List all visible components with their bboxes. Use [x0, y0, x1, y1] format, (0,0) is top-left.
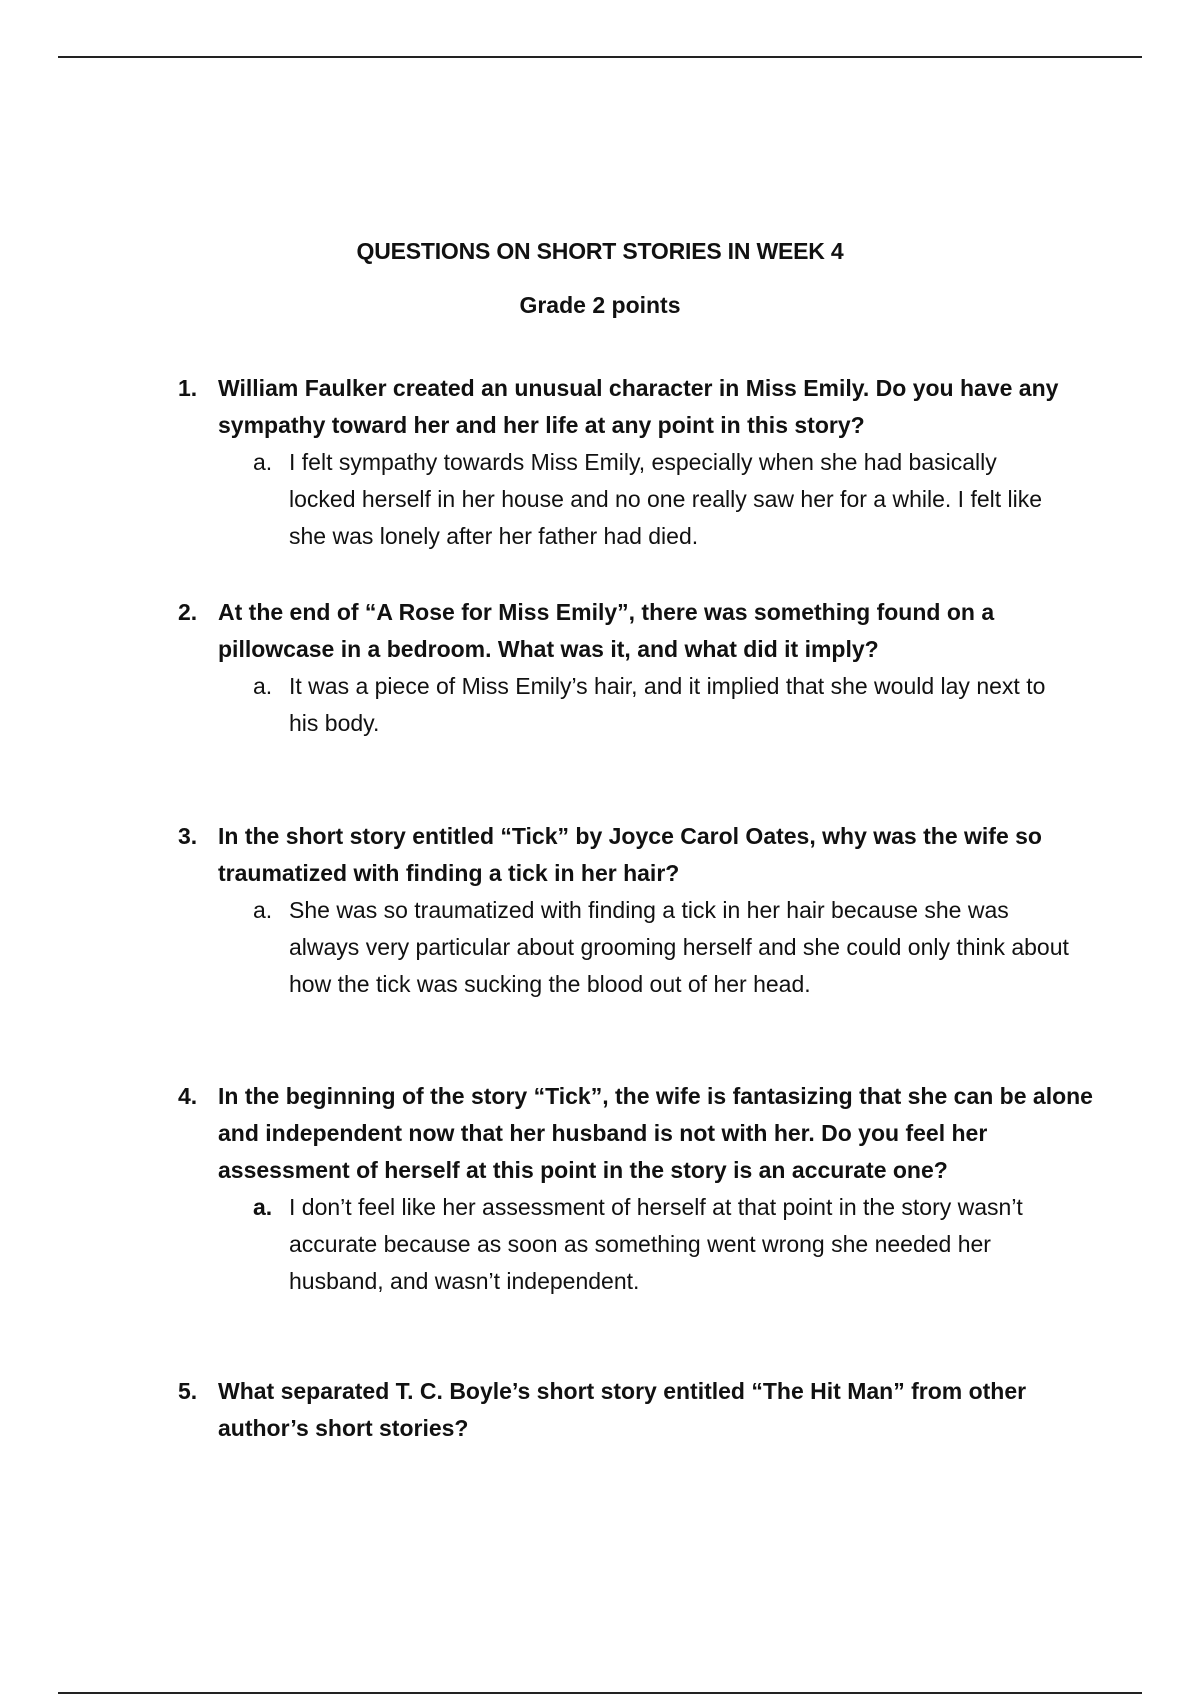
question-row: [178, 818, 1098, 892]
question-number: 1.: [178, 375, 198, 401]
question-text: What separated T. C. Boyle’s short story entitled “The Hit Man” from other author’s short stories?: [218, 1378, 1027, 1441]
question-text: William Faulker created an unusual character in Miss Emily. Do you have any sympathy toward her and her life at any point in this story?: [218, 375, 1059, 438]
question-text: In the beginning of the story “Tick”, the wife is fantasizing that she can be alone and independent now that her husband is not with her. Do you feel her assessment of herself at this point in the story is an accurate one?: [218, 1083, 1093, 1183]
answer-text: It was a piece of Miss Emily’s hair, and it implied that she would lay next to his body.: [289, 673, 1046, 736]
answer-letter: a.: [253, 897, 273, 923]
question-row: [178, 1078, 1098, 1189]
question-block: [178, 594, 1098, 742]
answer-row: [253, 668, 1098, 742]
question-row: [178, 1373, 1098, 1447]
question-row: [178, 370, 1098, 444]
answer-letter: a.: [253, 1194, 273, 1220]
answer-letter: a.: [253, 673, 273, 699]
answer-row: [253, 892, 1098, 1003]
question-number: 2.: [178, 599, 198, 625]
document-subtitle: Grade 2 points: [519, 292, 681, 318]
question-number: 4.: [178, 1083, 198, 1109]
question-block: [178, 1373, 1098, 1447]
answer-text: I don’t feel like her assessment of herself at that point in the story wasn’t accurate because as soon as something went wrong she needed her husband, and wasn’t independent.: [289, 1194, 1023, 1294]
answer-row: [253, 444, 1098, 555]
question-number: 3.: [178, 823, 198, 849]
answer-row: [253, 1189, 1098, 1300]
question-text: In the short story entitled “Tick” by Joyce Carol Oates, why was the wife so traumatized with finding a tick in her hair?: [218, 823, 1042, 886]
document-title: QUESTIONS ON SHORT STORIES IN WEEK 4: [356, 238, 844, 264]
question-number: 5.: [178, 1378, 198, 1404]
answer-text: She was so traumatized with finding a tick in her hair because she was always very particular about grooming herself and she could only think about how the tick was sucking the blood out of her head.: [289, 897, 1069, 997]
question-block: [178, 818, 1098, 1003]
answer-letter: a.: [253, 449, 273, 475]
question-row: [178, 594, 1098, 668]
question-block: [178, 1078, 1098, 1300]
header-rule: [58, 56, 1142, 58]
answer-text: I felt sympathy towards Miss Emily, especially when she had basically locked herself in her house and no one really saw her for a while. I felt like she was lonely after her father had died.: [289, 449, 1043, 549]
question-text: At the end of “A Rose for Miss Emily”, there was something found on a pillowcase in a bedroom. What was it, and what did it imply?: [218, 599, 995, 662]
question-block: [178, 370, 1098, 555]
footer-rule: [58, 1692, 1142, 1694]
